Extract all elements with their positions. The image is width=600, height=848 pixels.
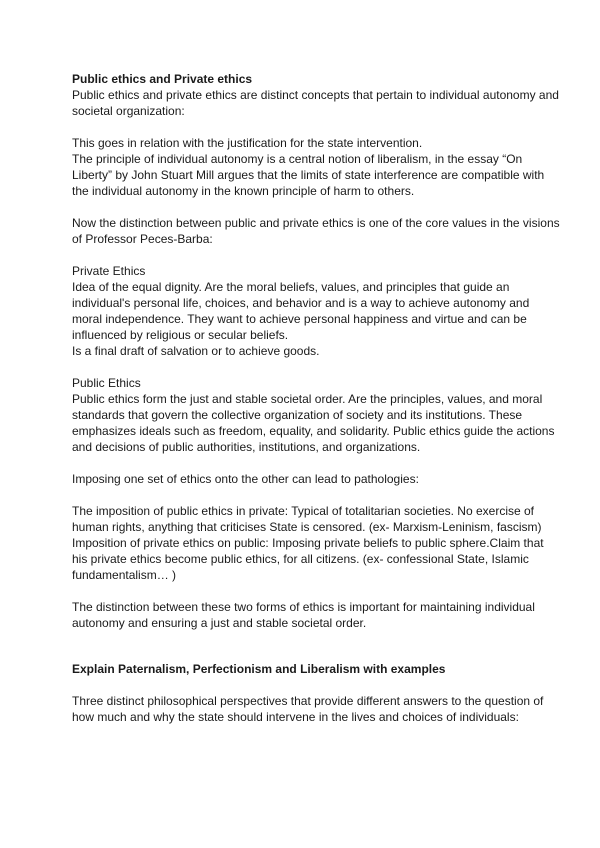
distinction-paragraph: Now the distinction between public and private ethics is one of the core values in the visions of Professor Peces-Barba: (72, 216, 560, 246)
private-ethics-subtitle: Private Ethics (72, 264, 146, 278)
state-intervention-paragraph: This goes in relation with the justification for the state intervention. (72, 136, 423, 150)
intro-paragraph: Public ethics and private ethics are distinct concepts that pertain to individual autonomy and societal organization: (72, 88, 559, 118)
imposition-public-paragraph: The imposition of public ethics in private: Typical of totalitarian societies. No exercise of human rights, anything that criticises State is censored. (ex- Marxism-Leninism, fascism) (72, 504, 542, 534)
imposition-private-paragraph: Imposition of private ethics on public: Imposing private beliefs to public sphere.Claim that his private ethics become public ethics, for all citizens. (ex- confessional State, Islamic fundamentalism… ) (72, 536, 544, 582)
section-title-paternalism: Explain Paternalism, Perfectionism and Liberalism with examples (72, 662, 446, 676)
private-ethics-extra: Is a final draft of salvation or to achieve goods. (72, 344, 320, 358)
public-ethics-body: Public ethics form the just and stable societal order. Are the principles, values, and moral standards that govern the collective organization of society and its institutions. These emphasizes ideals such as freedom, equality, and solidarity. Public ethics guide the actions and decisions of public authorities, institutions, and organizations. (72, 392, 555, 454)
conclusion-paragraph: The distinction between these two forms of ethics is important for maintaining individual autonomy and ensuring a just and stable societal order. (72, 600, 535, 630)
three-perspectives-paragraph: Three distinct philosophical perspectives that provide different answers to the question of how much and why the state should intervene in the lives and choices of individuals: (72, 694, 544, 724)
autonomy-paragraph: The principle of individual autonomy is a central notion of liberalism, in the essay “On Liberty” by John Stuart Mill argues that the limits of state interference are compatible with the individual autonomy in the known principle of harm to others. (72, 152, 545, 198)
section-title-public-private-ethics: Public ethics and Private ethics (72, 72, 253, 86)
public-ethics-subtitle: Public Ethics (72, 376, 141, 390)
private-ethics-body: Idea of the equal dignity. Are the moral beliefs, values, and principles that guide an individual's personal life, choices, and behavior and is a way to achieve autonomy and moral independence. They want to achieve personal happiness and virtue and can be influenced by religious or secular beliefs. (72, 280, 530, 342)
pathologies-paragraph: Imposing one set of ethics onto the other can lead to pathologies: (72, 472, 419, 486)
